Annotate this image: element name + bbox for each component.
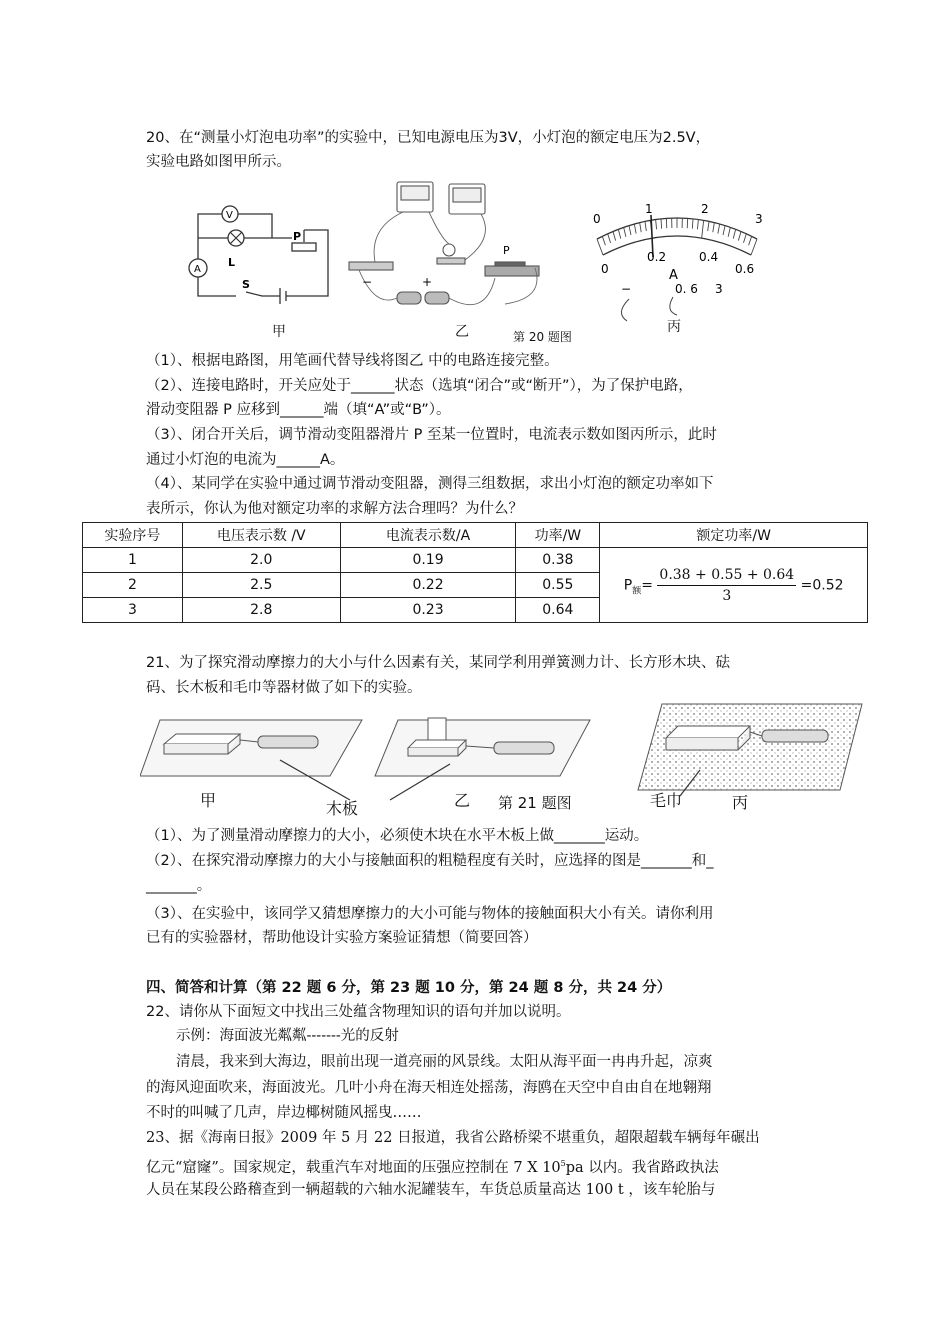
q21-stem-line1: 21、为了探究滑动摩擦力的大小与什么因素有关，某同学利用弹簧测力计、长方形木块、砝 — [146, 655, 730, 671]
dial-tick — [733, 229, 735, 238]
table-cell: 3 — [83, 598, 183, 623]
q21-part2-line1: （2）、在探究滑动摩擦力的大小与接触面积的粗糙程度有关时，应选择的图是_______和_ — [146, 853, 714, 869]
table-header-cell: 额定功率/W — [600, 523, 868, 548]
dial-tick — [728, 227, 730, 236]
formula-equals: = — [641, 577, 653, 593]
table-header-row — [83, 523, 868, 548]
formula-denominator: 3 — [722, 587, 732, 604]
table-cell: 2.8 — [182, 598, 340, 623]
dial-tick — [645, 221, 646, 231]
dial-tick — [697, 219, 698, 229]
terminal-minus: − — [621, 282, 632, 296]
q23-line2-b: pa 以内。我省路政执法 — [565, 1159, 719, 1176]
sym-a: A — [194, 264, 201, 275]
q23-line2-a: 亿元“窟窿”。国家规定，载重汽车对地面的压强应控制在 7 X 10 — [146, 1159, 561, 1176]
tick-outer-3: 3 — [755, 212, 763, 226]
q21-part2-line2: _______。 — [146, 878, 212, 894]
tick-inner-06: 0.6 — [735, 262, 755, 276]
q20-part4-line2: 表所示，你认为他对额定功率的求解方法合理吗？为什么？ — [146, 501, 523, 517]
q22-stem: 22、请你从下面短文中找出三处蕴含物理知识的语句并加以说明。 — [146, 1004, 571, 1020]
circuit-diagram-jia — [180, 178, 340, 328]
fig20-minus: − — [362, 275, 373, 289]
q20-stem-line1: 20、在“测量小灯泡电功率”的实验中，已知电源电压为3V，小灯泡的额定电压为2.5V， — [146, 130, 711, 146]
dial-tick — [718, 224, 720, 234]
fig20-label-bing: 丙 — [667, 319, 681, 335]
fig20-label-yi: 乙 — [455, 324, 469, 340]
q22-text-line2: 的海风迎面吹来，海面波光。几叶小舟在海天相连处摇荡，海鸥在天空中自由自在地翱翔 — [146, 1080, 712, 1096]
q23-exponent: 5 — [560, 1159, 566, 1168]
tick-inner-0: 0 — [601, 262, 609, 276]
dial-tick — [613, 231, 616, 240]
table-cell: 0.22 — [340, 573, 516, 598]
fig20-plus: + — [422, 275, 433, 289]
q21-figure — [140, 700, 870, 820]
q22-text-line3: 不时的叫喊了几声，岸边椰树随风摇曳…… — [146, 1105, 422, 1121]
fig21-label-yi: 乙 — [454, 791, 471, 810]
q21-part1: （1）、为了测量滑动摩擦力的大小，必须使木块在水平木板上做_______运动。 — [146, 828, 649, 844]
formula-result: =0.52 — [800, 577, 844, 593]
fig21-label-maojin: 毛巾 — [650, 791, 683, 810]
sym-l: L — [228, 256, 236, 269]
table-header-cell: 电流表示数/A — [340, 523, 516, 548]
tick-inner-02: 0.2 — [647, 250, 667, 264]
q23-line2 — [146, 1154, 719, 1178]
formula-numerator: 0.38 + 0.55 + 0.64 — [657, 567, 796, 586]
table-cell: 1 — [83, 548, 183, 573]
q20-figure — [180, 178, 780, 348]
fig21-caption: 第 21 题图 — [498, 794, 572, 812]
dial-tick — [634, 224, 636, 234]
dial-tick — [702, 220, 704, 238]
apparatus-drawing-yi — [345, 178, 555, 328]
q23-line1: 23、据《海南日报》2009 年 5 月 22 日报道，我省公路桥梁不堪重负，超限超载车辆每年碾出 — [146, 1130, 760, 1146]
sym-v: V — [226, 210, 233, 221]
tick-inner-04: 0.4 — [699, 250, 719, 264]
dial-tick — [661, 219, 662, 229]
dial-tick — [751, 239, 757, 255]
table-cell: 0.55 — [516, 573, 600, 598]
table-cell: 2.0 — [182, 548, 340, 573]
ammeter-dial-bing — [585, 203, 775, 328]
q21-part3-line2: 已有的实验器材，帮助他设计实验方案验证猜想（简要回答） — [146, 930, 538, 946]
table-header-cell: 实验序号 — [83, 523, 183, 548]
dial-tick — [713, 223, 715, 233]
dial-tick — [743, 234, 746, 243]
table-header-cell: 电压表示数 /V — [182, 523, 340, 548]
table-header-cell: 功率/W — [516, 523, 600, 548]
dial-tick — [656, 219, 657, 229]
table-cell: 0.38 — [516, 548, 600, 573]
terminal-06: 0. 6 — [675, 282, 698, 296]
q20-part3-line2: 通过小灯泡的电流为______A。 — [146, 452, 345, 468]
q20-data-table — [82, 522, 868, 623]
dial-tick — [624, 227, 626, 236]
fig21-label-bing: 丙 — [732, 793, 749, 812]
q20-part2-line2: 滑动变阻器 P 应移到______端（填“A”或“B”）。 — [146, 402, 451, 418]
fig21-label-jia: 甲 — [200, 791, 217, 810]
sym-p: P — [293, 230, 302, 243]
dial-tick — [602, 236, 605, 245]
table-cell: 0.23 — [340, 598, 516, 623]
formula-subscript: 额 — [632, 585, 642, 596]
fig20-caption: 第 20 题图 — [513, 330, 572, 344]
q22-example: 示例：海面波光粼粼-------光的反射 — [176, 1028, 399, 1044]
dial-tick — [640, 223, 642, 233]
q20-part4-line1: （4）、某同学在实验中通过调节滑动变阻器，测得三组数据，求出小灯泡的额定功率如下 — [146, 476, 714, 492]
dial-tick — [629, 226, 631, 236]
terminal-3: 3 — [715, 282, 723, 296]
tick-outer-2: 2 — [701, 203, 709, 216]
table-row — [83, 548, 868, 573]
dial-tick — [708, 221, 709, 231]
q20-part1: （1）、根据电路图，用笔画代替导线将图乙 中的电路连接完整。 — [146, 353, 559, 369]
formula-fraction — [657, 567, 796, 604]
q20-part2-line1: （2）、连接电路时，开关应处于______状态（选填“闭合”或“断开”），为了保护电路， — [146, 378, 693, 394]
sym-s: S — [242, 278, 250, 291]
q20-part3-line1: （3）、闭合开关后，调节滑动变阻器滑片 P 至某一位置时，电流表示数如图丙所示，此时 — [146, 427, 717, 443]
ammeter-unit: A — [669, 268, 678, 283]
fig20-sym-p2: P — [503, 244, 510, 257]
dial-tick — [597, 239, 603, 255]
dial-tick — [692, 219, 693, 229]
table-cell: 0.19 — [340, 548, 516, 573]
tick-outer-1: 1 — [645, 203, 653, 216]
dial-tick — [749, 236, 752, 245]
q21-part3-line1: （3）、在实验中，该同学又猜想摩擦力的大小可能与物体的接触面积大小有关。请你利用 — [146, 906, 714, 922]
q21-stem-line2: 码、长木板和毛巾等器材做了如下的实验。 — [146, 680, 422, 696]
rated-power-formula-cell — [600, 548, 868, 623]
dial-tick — [608, 234, 611, 243]
section4-heading: 四、简答和计算（第 22 题 6 分，第 23 题 10 分，第 24 题 8 分，共 24 分） — [146, 980, 672, 996]
fig20-label-jia: 甲 — [272, 324, 286, 340]
table-cell: 2 — [83, 573, 183, 598]
fig21-label-muban: 木板 — [326, 799, 359, 818]
dial-tick — [738, 231, 741, 240]
q22-text-line1: 清晨，我来到大海边，眼前出现一道亮丽的风景线。太阳从海平面一冉冉升起，凉爽 — [176, 1054, 713, 1070]
dial-tick — [618, 229, 620, 238]
dial-tick — [723, 226, 725, 236]
tick-outer-0: 0 — [593, 212, 601, 226]
formula-prefix: P — [623, 577, 633, 593]
q20-stem-line2: 实验电路如图甲所示。 — [146, 154, 291, 170]
q23-line3: 人员在某段公路稽查到一辆超载的六轴水泥罐装车，车货总质量高达 100 t ，该车轮胎与 — [146, 1182, 716, 1198]
table-cell: 0.64 — [516, 598, 600, 623]
table-cell: 2.5 — [182, 573, 340, 598]
